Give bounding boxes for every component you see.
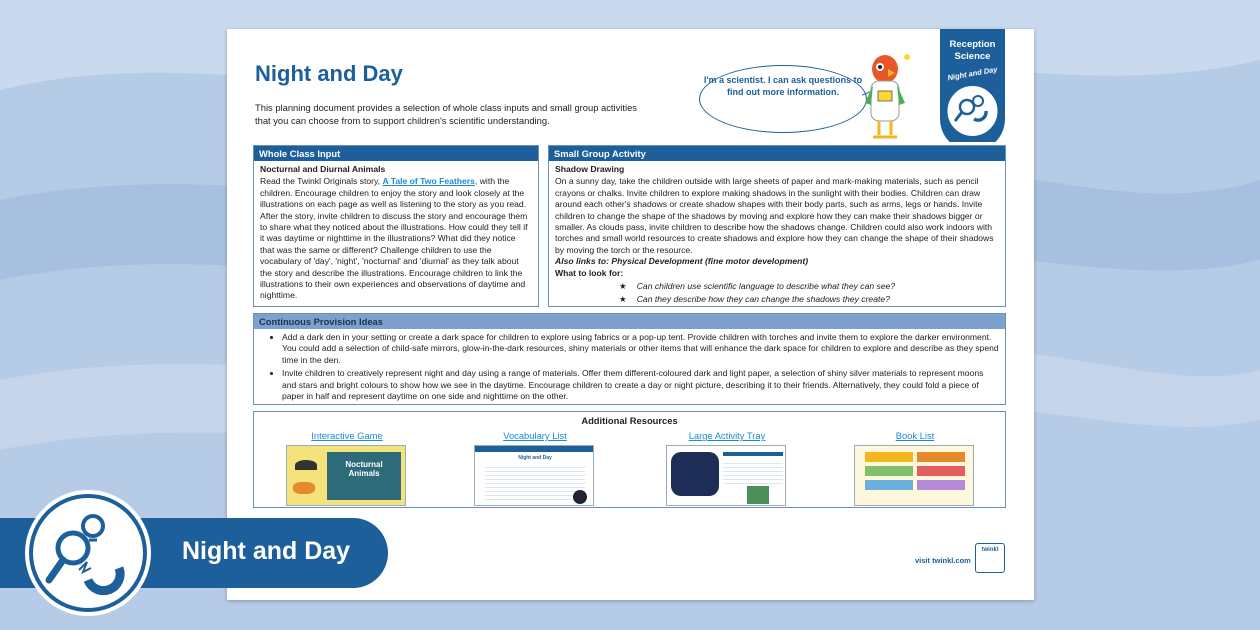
banner-title: Night and Day	[182, 537, 351, 565]
resources-title: Additional Resources	[581, 415, 678, 426]
resource-label[interactable]: Vocabulary List	[503, 430, 567, 441]
thumbnail-title: Night and Day	[518, 455, 552, 461]
list-item	[619, 281, 999, 292]
document-title: Night and Day	[255, 61, 403, 86]
look-for-label: What to look for:	[555, 267, 624, 278]
resource-label[interactable]: Book List	[895, 430, 935, 441]
whole-class-text	[260, 176, 532, 301]
planning-document	[227, 29, 1034, 600]
thumbnail-title: Nocturnal Animals	[345, 460, 383, 478]
resource-vocabulary-list[interactable]	[470, 430, 600, 461]
large-activity-tray-thumbnail[interactable]	[666, 445, 786, 506]
star-icon: ★	[619, 281, 627, 292]
additional-resources-panel	[253, 411, 1006, 508]
provision-list	[260, 332, 999, 402]
list-item: • Add a dark den in your setting or create a dark space for children to explore using fabrics or a pop-up tent. Provide children with torches and invite them to explore the darker environment. You could add a selection of child-safe mirrors, glow-in-the-dark resources, shiny materials or other items that will enhance the dark space for children to explore and describe as they spend time in the den.	[282, 332, 999, 366]
whole-class-header: Whole Class Input	[254, 146, 538, 161]
small-group-panel	[548, 145, 1006, 307]
tag-line-2: Science	[954, 51, 991, 62]
document-intro: This planning document provides a selection of whole class inputs and small group activities that you can choose from to support children's scientific understanding.	[255, 102, 637, 126]
tag-subtitle: Night and Day	[946, 64, 999, 83]
look-for-item-2: Can they describe how they can change the shadows they create?	[636, 294, 890, 305]
small-group-subheading: Shadow Drawing	[555, 164, 625, 174]
tag-line-1: Reception	[949, 39, 996, 50]
visit-link[interactable]: visit twinkl.com	[915, 556, 971, 565]
vocabulary-list-thumbnail[interactable]	[474, 445, 594, 506]
small-group-header: Small Group Activity	[549, 146, 1005, 161]
continuous-provision-panel	[253, 313, 1006, 405]
book-list-thumbnail[interactable]	[854, 445, 974, 506]
resource-interactive-game[interactable]	[282, 430, 412, 478]
look-for-item-1: Can children use scientific language to describe what they can see?	[636, 281, 896, 292]
science-magnifier-icon	[33, 498, 143, 608]
story-link[interactable]: A Tale of Two Feathers	[382, 176, 475, 187]
speech-bubble: I'm a scientist. I can ask questions to find out more information.	[699, 65, 867, 133]
parrot-scientist-icon	[855, 51, 915, 147]
tag-label	[940, 39, 1005, 63]
small-group-text: On a sunny day, take the children outside with large sheets of paper and mark-making materials, such as pencil crayons or chalks. Invite children to explore making shadows in the sunlight with their bodies. Children can draw around each other's shadows or create shadow shapes with their body parts, such as arms, legs or hands. Invite children to change the shape of the shadows by moving and explore how they can make their shadows bigger or smaller. As clouds pass, invite children to describe how the shadows change. Children could also work indoors with torches and small world resources to create shadows and explore how they can change the shape of their shadows by moving the torch or the resource.	[555, 176, 994, 255]
continuous-provision-header: Continuous Provision Ideas	[254, 314, 1005, 329]
resource-large-activity-tray[interactable]	[662, 430, 792, 441]
star-icon: ★	[619, 294, 627, 305]
whole-class-text-start: Read the Twinkl Originals story,	[260, 176, 383, 187]
twinkl-badge: twinkl	[975, 543, 1005, 573]
list-item: • Invite children to creatively represent night and day using a range of materials. Offer them different-coloured dark and light paper, a selection of shiny silver materials to represent moons and stars and bright colours to show how we see in the daytime. Encourage children to create a day or night picture, describing it to their friends. Alternatively, they could fold a piece of paper in half and represent daytime on one side and nighttime on the other.	[282, 368, 999, 402]
also-links: Also links to: Physical Development (fine motor development)	[555, 256, 809, 267]
list-item	[619, 294, 999, 305]
interactive-game-thumbnail[interactable]	[286, 445, 406, 506]
resource-book-list[interactable]	[850, 430, 980, 441]
look-for-list	[619, 281, 999, 306]
resource-label[interactable]: Large Activity Tray	[688, 430, 766, 441]
whole-class-panel	[253, 145, 539, 307]
whole-class-subheading: Nocturnal and Diurnal Animals	[260, 164, 386, 174]
whole-class-text-end: , with the children. Encourage children to enjoy the story and look closely at the illustrations on each page as well as listening to the story as you read. After the story, invite children to discuss the story and encourage them to share what they noticed about the illustrations. How could they tell if it was daytime or nighttime in the illustrations? What did they notice that was the same or different? Challenge children to use the vocabulary of 'day', 'night', 'nocturnal' and 'diurnal' as they talk about the story and describe the illustrations. Encourage children to link the illustrations to their own experiences and observations of daytime and nighttime.	[260, 176, 528, 301]
resource-label[interactable]: Interactive Game	[311, 430, 383, 441]
